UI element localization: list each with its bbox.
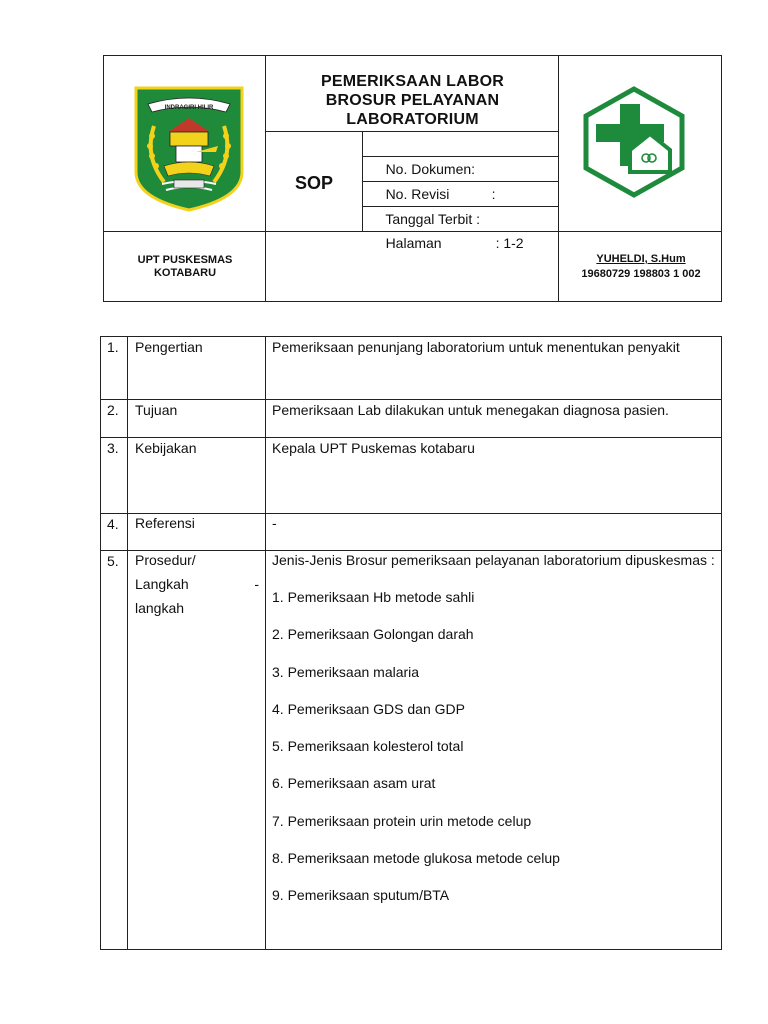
procedure-step: 5. Pemeriksaan kolesterol total: [272, 738, 464, 755]
procedure-step: 7. Pemeriksaan protein urin metode celup: [272, 812, 532, 829]
revision-value: :: [491, 186, 496, 202]
title-line: BROSUR PELAYANAN: [325, 92, 500, 109]
row-content-tujuan: Pemeriksaan Lab dilakukan untuk menegakan diagnosa pasien.: [272, 402, 669, 418]
procedure-step: 3. Pemeriksaan malaria: [272, 663, 420, 680]
divider: [265, 337, 266, 949]
regional-emblem-logo: [134, 86, 244, 212]
row-number: 2.: [107, 402, 119, 418]
procedure-step: 1. Pemeriksaan Hb metode sahli: [272, 589, 475, 605]
sop-label: SOP: [294, 172, 333, 193]
divider: [127, 337, 128, 949]
label-line: langkah: [135, 600, 185, 616]
signatory-block: [559, 232, 723, 302]
label-word: Langkah: [135, 576, 189, 592]
signatory-name: YUHELDI, S.Hum: [596, 253, 686, 265]
page-value: : 1-2: [495, 235, 524, 251]
org-line: KOTABARU: [153, 267, 217, 279]
emblem-banner-text: INDRAGIRI HILIR: [164, 105, 214, 111]
title-line: LABORATORIUM: [346, 111, 479, 128]
row-content-prosedur: [272, 548, 716, 924]
org-line: UPT PUSKESMAS: [137, 254, 233, 266]
row-content-kebijakan: Kepala UPT Puskemas kotabaru: [272, 440, 475, 456]
procedure-step: 4. Pemeriksaan GDS dan GDP: [272, 700, 465, 717]
divider: [362, 132, 363, 232]
sop-header-table: [103, 55, 722, 302]
row-number: 3.: [107, 440, 119, 456]
procedure-step: 6. Pemeriksaan asam urat: [272, 775, 436, 792]
procedure-step: 8. Pemeriksaan metode glukosa metode celup: [272, 850, 560, 867]
title-line: PEMERIKSAAN LABOR: [321, 73, 504, 90]
procedure-step: 2. Pemeriksaan Golongan darah: [272, 626, 474, 643]
row-label-kebijakan: Kebijakan: [135, 440, 197, 456]
sop-content-table: [100, 336, 722, 950]
page-label: Halaman: [385, 235, 442, 251]
row-content-referensi: -: [272, 515, 277, 531]
procedure-steps: [272, 588, 716, 924]
procedure-intro: Jenis-Jenis Brosur pemeriksaan pelayanan laboratorium dipuskesmas :: [272, 552, 715, 568]
row-label-referensi: Referensi: [135, 515, 195, 531]
row-label-pengertian: Pengertian: [135, 339, 203, 355]
row-label-tujuan: Tujuan: [135, 402, 178, 418]
issue-date-label: Tanggal Terbit :: [385, 211, 481, 227]
label-line: [135, 572, 259, 596]
row-number: 4.: [107, 516, 119, 532]
label-word: -: [254, 576, 259, 592]
document-title: [266, 72, 559, 129]
procedure-step: 9. Pemeriksaan sputum/BTA: [272, 887, 450, 904]
doc-number-label: No. Dokumen:: [385, 161, 476, 177]
revision-label: No. Revisi: [385, 186, 450, 202]
puskesmas-logo: [582, 86, 686, 198]
row-number: 5.: [107, 553, 119, 569]
page-field: [370, 206, 524, 281]
row-content-pengertian: Pemeriksaan penunjang laboratorium untuk menentukan penyakit: [272, 339, 680, 355]
row-number: 1.: [107, 339, 119, 355]
organization-name: [104, 232, 266, 302]
label-line: Prosedur/: [135, 552, 196, 568]
row-label-prosedur: [135, 548, 259, 620]
signatory-nip: 19680729 198803 1 002: [581, 268, 701, 280]
